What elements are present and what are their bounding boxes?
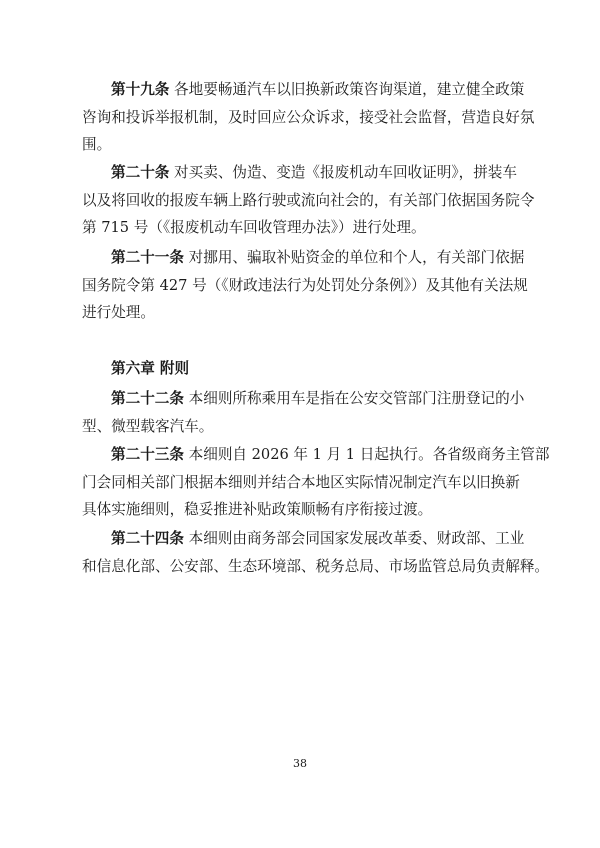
article-text-line: 型、微型载客汽车。: [82, 417, 214, 435]
article-text-line: 本细则由商务部会同国家发展改革委、财政部、工业: [188, 530, 525, 547]
article-text-line: 本细则自 2026 年 1 月 1 日起执行。各省级商务主管部: [188, 446, 550, 463]
page-number: 38: [293, 757, 307, 770]
article-21: [82, 244, 528, 327]
article-label: 第二十三条: [111, 446, 184, 463]
article-text-line: 本细则所称乘用车是指在公安交管部门注册登记的小: [188, 390, 525, 407]
article-text-line: 具体实施细则，稳妥推进补贴政策顺畅有序衔接过渡。: [82, 501, 433, 518]
article-text-line: 和信息化部、公安部、生态环境部、税务总局、市场监管总局负责解释。: [82, 557, 550, 575]
article-23: [82, 441, 550, 524]
article-text-line: 咨询和投诉举报机制，及时回应公众诉求，接受社会监督，营造良好氛: [82, 108, 535, 126]
article-label: 第二十四条: [111, 530, 184, 547]
article-label: 第十九条: [111, 81, 170, 98]
article-text-line: 进行处理。: [82, 304, 155, 321]
article-label: 第二十一条: [111, 249, 184, 266]
article-text-line: 对买卖、伪造、变造《报废机动车回收证明》，拼装车: [174, 164, 517, 181]
article-22: [82, 385, 525, 440]
article-19: [82, 76, 535, 159]
article-24: [82, 525, 550, 580]
article-text-line: 第 715 号（《报废机动车回收管理办法》）进行处理。: [82, 219, 426, 236]
article-label: 第二十二条: [111, 390, 184, 407]
article-20: [82, 159, 535, 242]
article-text-line: 各地要畅通汽车以旧换新政策咨询渠道，建立健全政策: [174, 81, 525, 98]
article-text-line: 国务院令第 427 号（《财政违法行为处罚处分条例》）及其他有关法规: [82, 276, 528, 294]
article-text-line: 以及将回收的报废车辆上路行驶或流向社会的，有关部门依据国务院令: [82, 191, 535, 209]
chapter-heading: 第六章 附则: [111, 360, 190, 377]
article-text-line: 对挪用、骗取补贴资金的单位和个人，有关部门依据: [188, 249, 525, 266]
article-label: 第二十条: [111, 164, 170, 181]
article-text-line: 围。: [82, 136, 112, 153]
article-text-line: 门会同相关部门根据本细则并结合本地区实际情况制定汽车以旧换新: [82, 473, 520, 491]
